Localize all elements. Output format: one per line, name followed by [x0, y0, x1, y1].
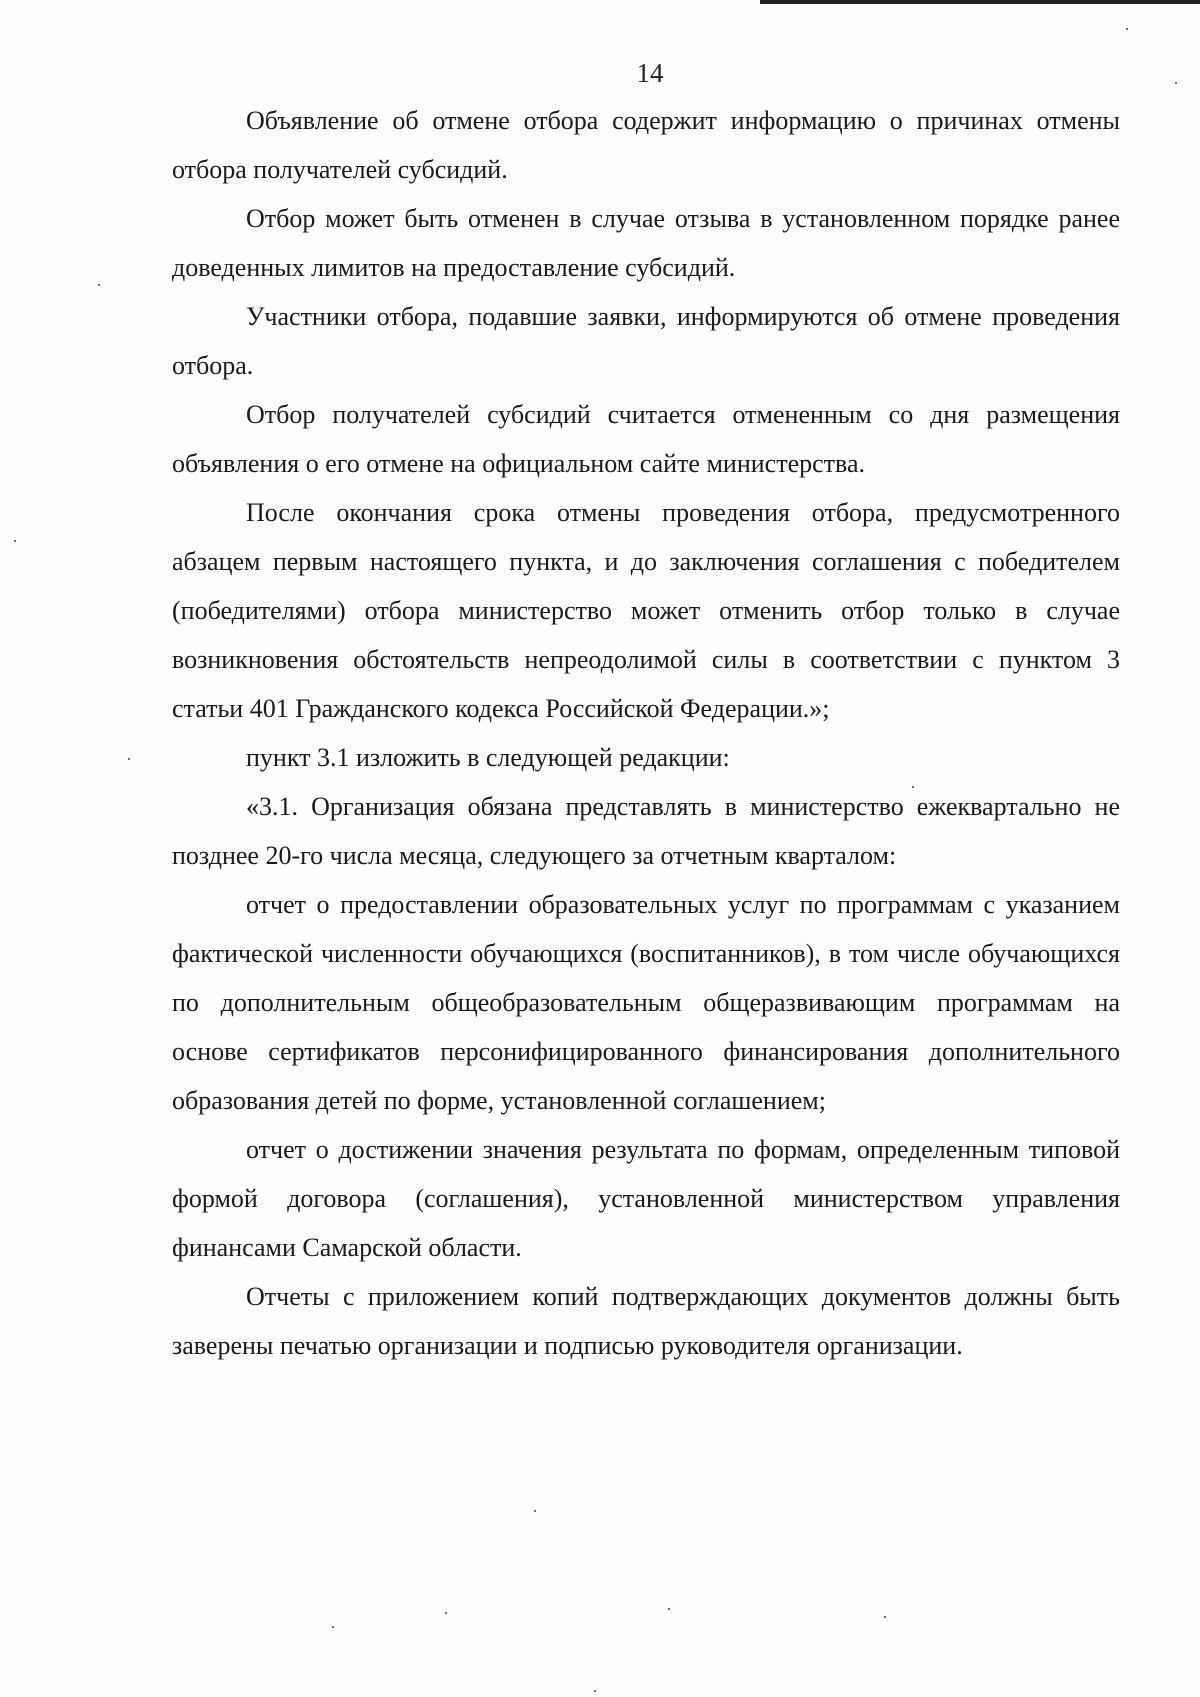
paragraph: Отбор получателей субсидий считается отмененным со дня размещения объявления о его отмене на официальном сайте министерства.	[172, 400, 1120, 478]
paragraph: Объявление об отмене отбора содержит информацию о причинах отмены отбора получателей субсидий.	[172, 106, 1120, 184]
scan-speck	[14, 540, 16, 542]
paragraph: После окончания срока отмены проведения отбора, предусмотренного абзацем первым настоящего пункта, и до заключения соглашения с победителем (победителями) отбора министерство может отменить отбор только в случае возникновения обстоятельств непреодолимой силы в соответствии с пунктом 3 статьи 401 Гражданского кодекса Российской Федерации.»;	[172, 498, 1120, 723]
scan-speck	[332, 1626, 334, 1628]
paragraph: «3.1. Организация обязана представлять в министерство ежеквартально не позднее 20-го числа месяца, следующего за отчетным кварталом:	[172, 792, 1120, 870]
document-body	[172, 96, 1120, 1370]
scan-edge-line	[760, 0, 1200, 4]
paragraph: Отбор может быть отменен в случае отзыва в установленном порядке ранее доведенных лимитов на предоставление субсидий.	[172, 204, 1120, 282]
scan-speck	[1175, 82, 1177, 84]
scan-speck	[128, 758, 130, 760]
paragraph: пункт 3.1 изложить в следующей редакции:	[246, 743, 730, 772]
paragraph: отчет о предоставлении образовательных услуг по программам с указанием фактической численности обучающихся (воспитанников), в том числе обучающихся по дополнительным общеобразовательным общеразвивающим программам на основе сертификатов персонифицированного финансирования дополнительного образования детей по форме, установленной соглашением;	[172, 890, 1120, 1115]
scan-speck	[594, 1690, 596, 1692]
paragraph: Отчеты с приложением копий подтверждающих документов должны быть заверены печатью организации и подписью руководителя организации.	[172, 1282, 1120, 1360]
scan-speck	[884, 1616, 886, 1618]
scan-speck	[98, 284, 100, 286]
paragraph: Участники отбора, подавшие заявки, информируются об отмене проведения отбора.	[172, 302, 1120, 380]
paragraph: отчет о достижении значения результата по формам, определенным типовой формой договора (соглашения), установленной министерством управления финансами Самарской области.	[172, 1135, 1120, 1262]
scan-speck	[668, 1608, 670, 1610]
page-number: 14	[636, 58, 664, 88]
scan-speck	[445, 1612, 447, 1614]
scan-speck	[1126, 28, 1128, 30]
scan-speck	[912, 786, 914, 788]
scan-speck	[534, 1510, 536, 1512]
